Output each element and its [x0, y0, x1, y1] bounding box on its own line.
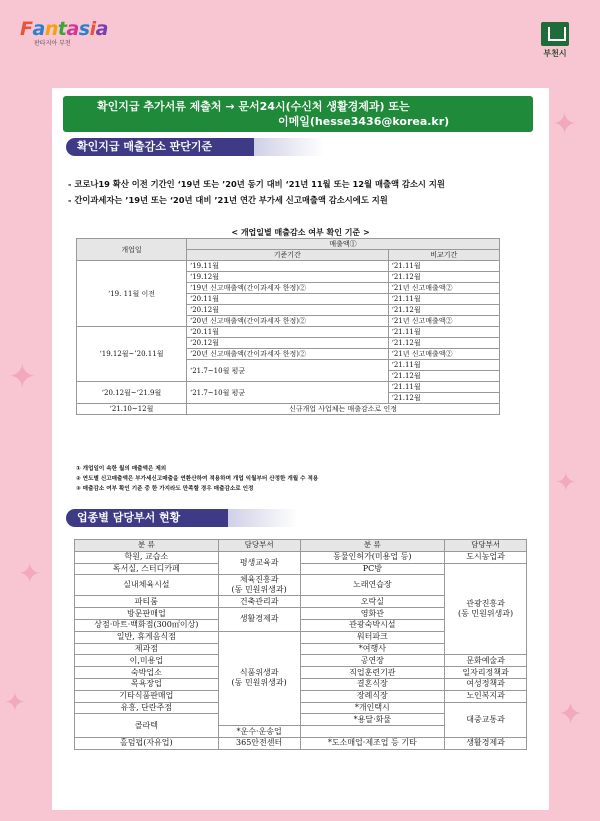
category-cell: 상점·마트·백화점(300㎡이상) [75, 619, 219, 631]
opening-cell: ‘19.12월~’20.11월 [77, 327, 187, 382]
department-cell: 365안전센터 [218, 737, 300, 749]
bucheon-city-logo [532, 22, 578, 59]
compare-cell: ‘21.11월 [388, 360, 499, 371]
star-decoration-icon: ✦ [552, 107, 578, 142]
notice-paper [52, 88, 549, 810]
department-line: (동 민원위생과) [231, 585, 287, 595]
department-cell: 여성정책과 [445, 678, 527, 690]
category-cell: *개인택시 [300, 702, 445, 714]
banner-line-1: 확인지급 추가서류 제출처 → 문서24시(수신처 생활경제과) 또는 [97, 100, 410, 113]
category-cell: 방문판매업 [75, 608, 219, 620]
base-cell: ‘21.7~10월 평균 [187, 360, 389, 382]
base-cell: ‘20.12월 [187, 305, 389, 316]
fantasia-subtitle: 판타지아 부천 [34, 40, 71, 47]
head-sales: 매출액① [187, 239, 500, 250]
footnote: ③ 매출감소 여부 확인 기준 중 한 가지라도 만족할 경우 매출감소로 인정 [76, 486, 254, 492]
department-cell [218, 631, 300, 725]
category-cell: 기타식품판매업 [75, 690, 219, 702]
base-cell: ‘20.12월 [187, 338, 389, 349]
base-cell: ‘19.11월 [187, 261, 389, 272]
head-compare-period: 비교기간 [388, 250, 499, 261]
head-opening: 개업일 [77, 239, 187, 261]
table-row [77, 261, 500, 272]
star-decoration-icon: ✦ [558, 697, 584, 732]
city-name: 부천시 [543, 49, 567, 58]
criteria-bullet: - 간이과세자는 ’19년 또는 ‘20년 대비 ’21년 연간 부가세 신고매출액 감소시에도 지원 [68, 195, 388, 205]
department-line: 체육진흥과 [239, 575, 279, 585]
star-decoration-icon: ✦ [4, 688, 26, 718]
compare-cell: ‘21.11월 [388, 382, 499, 393]
department-line: (동 민원위생과) [457, 608, 514, 618]
category-cell: 오락실 [300, 596, 445, 608]
department-cell [300, 726, 445, 738]
base-cell: ‘20.11월 [187, 294, 389, 305]
department-cell: 도시농업과 [445, 551, 527, 563]
compare-cell: ‘21년 신고매출액② [388, 283, 499, 294]
category-cell: *용달·화물 [300, 714, 445, 726]
department-cell: 평생교육과 [218, 551, 300, 575]
category-cell: 목욕장업 [75, 678, 219, 690]
head-department: 담당부서 [445, 540, 527, 552]
category-cell: 일반, 휴게음식점 [75, 631, 219, 643]
banner-line-2: 이메일(hesse3436@korea.kr) [278, 115, 450, 128]
star-decoration-icon: ✦ [8, 357, 37, 397]
base-cell: ‘20년 신고매출액(간이과세자 한정)② [187, 316, 389, 327]
department-cell: 대중교통과 [445, 702, 527, 737]
category-cell: *여행사 [300, 643, 445, 655]
department-line: (동 민원위생과) [231, 678, 287, 688]
department-line: 관광진흥과 [466, 598, 505, 608]
compare-cell: ‘21.12월 [388, 272, 499, 283]
department-cell: 문화예술과 [445, 655, 527, 667]
department-table [74, 539, 527, 750]
base-cell: ‘19년 신고매출액(간이과세자 한정)② [187, 283, 389, 294]
base-cell: ‘20.11월 [187, 327, 389, 338]
category-cell: 동물인허가(미용업 등) [300, 551, 445, 563]
category-cell: PC방 [300, 563, 445, 575]
compare-cell: ‘21.12월 [388, 338, 499, 349]
base-cell: ‘20년 신고매출액(간이과세자 한정)② [187, 349, 389, 360]
category-cell: 학원, 교습소 [75, 551, 219, 563]
fantasia-logo [20, 18, 108, 47]
head-category: 분 류 [300, 540, 445, 552]
department-cell: 생활경제과 [218, 608, 300, 632]
department-cell [445, 563, 527, 655]
category-cell: 이,미용업 [75, 655, 219, 667]
submission-banner [63, 96, 533, 132]
category-cell: 독서실, 스터디카페 [75, 563, 219, 575]
head-department: 담당부서 [218, 540, 300, 552]
category-cell: 워터파크 [300, 631, 445, 643]
footnote: ② 연도별 신고매출액은 부가세신고매출을 연환산하여 적용하며 개업 익월부터 산정한 개월 수 적용 [76, 476, 319, 482]
category-cell: 홀덤펍(자유업) [75, 737, 219, 749]
category-cell: 제과점 [75, 643, 219, 655]
section-title-criteria [66, 138, 254, 156]
city-emblem-icon [541, 22, 569, 46]
category-cell: 관광숙박시설 [300, 619, 445, 631]
department-cell [218, 575, 300, 596]
head-base-period: 기준기간 [187, 250, 389, 261]
section-title-text: 업종별 담당부서 현황 [77, 511, 181, 524]
category-cell: 유흥, 단란주점 [75, 702, 219, 714]
category-cell: 결혼식장 [300, 678, 445, 690]
sales-criteria-table [76, 238, 500, 415]
category-cell: 콜라텍 [75, 714, 219, 738]
base-cell: ‘21.7~10월 평균 [187, 382, 389, 404]
head-category: 분 류 [75, 540, 219, 552]
table-row [77, 327, 500, 338]
category-cell: *운수·운송업 [218, 726, 300, 738]
department-cell: 노인복지과 [445, 690, 527, 702]
department-cell: 건축관리과 [218, 596, 300, 608]
department-line: 식품위생과 [239, 668, 279, 678]
section-title-tail [254, 138, 324, 156]
category-cell: 실내체육시설 [75, 575, 219, 596]
compare-cell: ‘21.11월 [388, 327, 499, 338]
compare-cell: ‘21.12월 [388, 305, 499, 316]
compare-cell: ‘21년 신고매출액② [388, 349, 499, 360]
section-title-text: 확인지급 매출감소 판단기준 [77, 140, 213, 153]
category-cell: 노래연습장 [300, 575, 445, 596]
section-title-tail [228, 509, 298, 527]
compare-cell: ‘21.11월 [388, 294, 499, 305]
fantasia-brand: Fantasia [20, 18, 108, 40]
opening-cell: ‘20.12월~‘21.9월 [77, 382, 187, 404]
category-cell: 장례식장 [300, 690, 445, 702]
merged-cell: 신규개업 사업체는 매출감소로 인정 [187, 404, 500, 415]
opening-cell: ‘21.10~12월 [77, 404, 187, 415]
table-row [77, 382, 500, 393]
opening-cell: ‘19. 11월 이전 [77, 261, 187, 327]
department-cell: 생활경제과 [445, 737, 527, 749]
base-cell: ‘19.12월 [187, 272, 389, 283]
category-cell: 숙박업소 [75, 667, 219, 679]
section-title-departments [66, 509, 228, 527]
star-decoration-icon: ✦ [555, 468, 577, 498]
compare-cell: ‘21.12월 [388, 371, 499, 382]
category-cell: *도소매업·제조업 등 기타 [300, 737, 445, 749]
compare-cell: ‘21년 신고매출액② [388, 316, 499, 327]
criteria-bullet: - 코로나19 확산 이전 기간인 ‘19년 또는 ’20년 동기 대비 ‘21년 11월 또는 12월 매출액 감소시 지원 [68, 179, 445, 189]
category-cell: 파티룸 [75, 596, 219, 608]
category-cell: 직업훈련기관 [300, 667, 445, 679]
compare-cell: ‘21.11월 [388, 261, 499, 272]
table-title: < 개업일별 매출감소 여부 확인 기준 > [231, 227, 370, 237]
star-decoration-icon: ✦ [18, 557, 42, 590]
category-cell: 공연장 [300, 655, 445, 667]
footnote: ① 개업일이 속한 월의 매출액은 제외 [76, 466, 167, 472]
table-row [77, 404, 500, 415]
category-cell: 영화관 [300, 608, 445, 620]
department-cell: 일자리정책과 [445, 667, 527, 679]
compare-cell: ‘21.12월 [388, 393, 499, 404]
